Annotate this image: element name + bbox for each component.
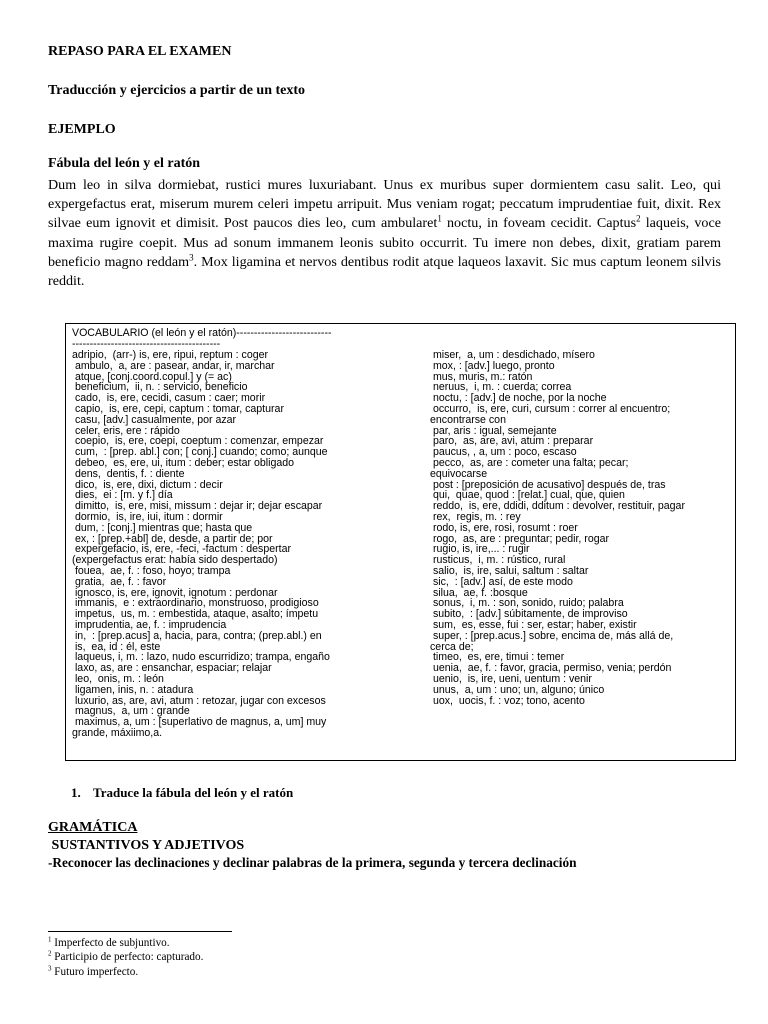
grammar-subtitle: SUSTANTIVOS Y ADJETIVOS (48, 838, 245, 853)
vocabulary-entry: subito, : [adv.] súbitamente, de improviso (430, 608, 628, 621)
task-number: 1. (71, 785, 81, 800)
footnotes (48, 936, 203, 979)
vocabulary-entry: cado, is, ere, cecidi, casum : caer; morir (72, 392, 266, 405)
vocabulary-entry: noctu, : [adv.] de noche, por la noche (430, 392, 607, 405)
vocabulary-entry: gratia, ae, f. : favor (72, 575, 167, 588)
vocabulary-entry: unus, a, um : uno; un, alguno; único (430, 683, 605, 696)
vocabulary-entry: maximus, a, um : [superlativo de magnus, a, um] muy (72, 716, 327, 729)
vocabulary-entry: paro, as, are, avi, atum : preparar (430, 435, 594, 448)
fable-part-2: noctu, in foveam cecidit. Captus (441, 215, 637, 232)
grammar-instruction: -Reconocer las declinaciones y declinar palabras de la primera, segunda y tercera declinación (48, 855, 577, 870)
vocabulary-entry: debeo, es, ere, ui, itum : deber; estar obligado (72, 456, 295, 469)
vocabulary-entry: imprudentia, ae, f. : imprudencia (72, 618, 227, 631)
vocabulary-entry: encontrarse con (430, 413, 506, 426)
footnote (48, 950, 203, 964)
vocabulary-header-line: VOCABULARIO (el león y el ratón)--------------------------- (72, 327, 332, 339)
vocabulary-entry: ex, : [prep.+abl] de, desde, a partir de; por (72, 532, 273, 545)
vocabulary-entry: equivocarse (430, 467, 488, 480)
vocabulary-entry: adripio, (arr-) is, ere, ripui, reptum : coger (72, 349, 269, 361)
vocabulary-entry: qui, quae, quod : [relat.] cual, que, quien (430, 489, 625, 502)
vocabulary-entry: dimitto, is, ere, misi, missum : dejar ir; dejar escapar (72, 500, 323, 513)
vocabulary-entry: dens, dentis, f. : diente (72, 467, 185, 480)
footnote (48, 936, 203, 950)
vocabulary-entry: rusticus, i, m. : rústico, rural (430, 554, 566, 567)
vocabulary-entry: (expergefactus erat: había sido despertado) (72, 554, 278, 567)
footnote-number: 3 (48, 963, 52, 972)
vocabulary-right-column (430, 350, 685, 706)
vocabulary-entry: laqueus, i, m. : lazo, nudo escurridizo; trampa, engaño (72, 651, 330, 664)
vocabulary-entry: coepio, is, ere, coepi, coeptum : comenzar, empezar (72, 435, 324, 448)
fable-part-4: . Mox ligamina et nervos dentibus rodit atque laqueos laxavit. Sic mus captum leonem silvis reddit. (48, 253, 721, 290)
vocabulary-entry: sonus, i, m. : son, sonido, ruido; palabra (430, 597, 624, 610)
grammar-title: GRAMÁTICA (48, 820, 138, 835)
vocabulary-entry: uox, uocis, f. : voz; tono, acento (430, 694, 585, 707)
vocabulary-entry: dico, is, ere, dixi, dictum : decir (72, 478, 223, 491)
vocabulary-entry: occurro, is, ere, curi, cursum : correr al encuentro; (430, 402, 671, 415)
vocabulary-left-column (72, 350, 330, 739)
vocabulary-entry: sum, es, esse, fui : ser, estar; haber, existir (430, 618, 637, 631)
vocabulary-entry: luxurio, as, are, avi, atum : retozar, jugar con excesos (72, 694, 326, 707)
task-text: Traduce la fábula del león y el ratón (93, 785, 294, 800)
vocabulary-entry: atque, [conj.coord.copul.] y (= ac) (72, 370, 232, 383)
section-title-traduccion: Traducción y ejercicios a partir de un texto (48, 83, 306, 98)
footnote (48, 965, 203, 979)
footnote-number: 1 (48, 935, 52, 944)
vocabulary-entry: impetus, us, m. : embestida, ataque, asalto; ímpetu (72, 608, 319, 621)
vocabulary-entry: ambulo, a, are : pasear, andar, ir, marchar (72, 359, 275, 372)
vocabulary-entry: uenia, ae, f. : favor, gracia, permiso, venia; perdón (430, 662, 672, 675)
footnote-text: Imperfecto de subjuntivo. (51, 937, 170, 949)
vocabulary-entry: grande, máxiimo,a. (72, 726, 163, 739)
fable-text (48, 176, 721, 291)
vocabulary-entry: miser, a, um : desdichado, mísero (430, 349, 595, 361)
vocabulary-entry: timeo, es, ere, timui : temer (430, 651, 565, 664)
vocabulary-entry: super, : [prep.acus.] sobre, encima de, más allá de, (430, 629, 674, 642)
vocabulary-entry: rodo, is, ere, rosi, rosumt : roer (430, 521, 578, 534)
vocabulary-entry: expergefacio, is, ere, -feci, -factum : despertar (72, 543, 292, 556)
vocabulary-entry: is, ea, id : él, este (72, 640, 161, 653)
vocabulary-entry: reddo, is, ere, ddidi, dditum : devolver, restituir, pagar (430, 500, 685, 513)
vocabulary-entry: beneficium, ii, n. : servicio, beneficio (72, 381, 248, 394)
vocabulary-entry: silua, ae, f. :bosque (430, 586, 528, 599)
vocabulary-entry: leo, onis, m. : león (72, 672, 164, 685)
vocabulary-entry: laxo, as, are : ensanchar, espaciar; relajar (72, 662, 272, 675)
footnote-ref-3: 3 (189, 252, 194, 263)
vocabulary-entry: rugio, is, ire,... : rugir (430, 543, 530, 556)
vocabulary-entry: ignosco, is, ere, ignovit, ignotum : perdonar (72, 586, 278, 599)
vocabulary-entry: cum, : [prep. abl.] con; [ conj.] cuando; como; aunque (72, 446, 328, 459)
vocabulary-entry: pecco, as, are : cometer una falta; pecar; (430, 456, 629, 469)
vocabulary-entry: paucus, , a, um : poco, escaso (430, 446, 577, 459)
vocabulary-entry: par, aris : igual, semejante (430, 424, 557, 437)
vocabulary-entry: in, : [prep.acus] a, hacia, para, contra; (prep.abl.) en (72, 629, 322, 642)
vocabulary-entry: rex, regis, m. : rey (430, 510, 521, 523)
vocabulary-entry: cerca de; (430, 640, 474, 653)
footnote-number: 2 (48, 949, 52, 958)
footnote-text: Futuro imperfecto. (51, 965, 139, 978)
vocabulary-entry: mox, : [adv.] luego, pronto (430, 359, 555, 372)
section-title-ejemplo: EJEMPLO (48, 122, 116, 137)
fable-title: Fábula del león y el ratón (48, 156, 201, 171)
fable-part-1: Dum leo in silva dormiebat, rustici mures luxuriabant. Unus ex muribus super dormientem casu salit. Leo, qui expergefactus erat, miserum murem celeri impetu arripuit. Mus veniam rogat; peccatum imprudentiae fuit, dixit. Rex silvae eum ignovit et dimisit. Post paucos dies leo, cum ambularet (48, 177, 721, 232)
vocabulary-entry: salio, is, ire, salui, saltum : saltar (430, 564, 589, 577)
vocabulary-entry: ligamen, inis, n. : atadura (72, 683, 194, 696)
vocabulary-entry: magnus, a, um : grande (72, 705, 190, 718)
vocabulary-header (72, 328, 332, 350)
vocabulary-entry: mus, muris, m.: ratón (430, 370, 533, 383)
fable-part-3: laqueis, voce maxima rugire coepit. Mus ad sonum immanem leonis subito occurrit. Tu imere non debes, dixit, gratiam parem beneficio magno reddam (48, 215, 721, 270)
vocabulary-entry: uenio, is, ire, ueni, uentum : venir (430, 672, 592, 685)
footnote-ref-2: 2 (636, 213, 641, 224)
vocabulary-entry: capio, is, ere, cepi, captum : tomar, capturar (72, 402, 284, 415)
doc-title: REPASO PARA EL EXAMEN (48, 44, 232, 59)
task-item (71, 785, 293, 801)
vocabulary-entry: neruus, i, m. : cuerda; correa (430, 381, 572, 394)
vocabulary-entry: post : [preposición de acusativo] después de, tras (430, 478, 666, 491)
vocabulary-header-line: ------------------------------------------ (72, 337, 221, 350)
vocabulary-entry: immanis, e : extraordinario, monstruoso, prodigioso (72, 597, 319, 610)
vocabulary-entry: sic, : [adv.] así, de este modo (430, 575, 573, 588)
vocabulary-entry: casu, [adv.] casualmente, por azar (72, 413, 237, 426)
footnote-ref-1: 1 (437, 213, 442, 224)
vocabulary-entry: rogo, as, are : preguntar; pedir, rogar (430, 532, 610, 545)
footnote-divider (48, 931, 232, 932)
footnote-text: Participio de perfecto: capturado. (51, 951, 204, 964)
vocabulary-entry: celer, eris, ere : rápido (72, 424, 180, 437)
vocabulary-entry: dies, ei : [m. y f.] día (72, 489, 173, 502)
vocabulary-entry: dum, : [conj.] mientras que; hasta que (72, 521, 253, 534)
vocabulary-entry: fouea, ae, f. : foso, hoyo; trampa (72, 564, 231, 577)
vocabulary-entry: dormio, is, ire, iui, itum : dormir (72, 510, 223, 523)
